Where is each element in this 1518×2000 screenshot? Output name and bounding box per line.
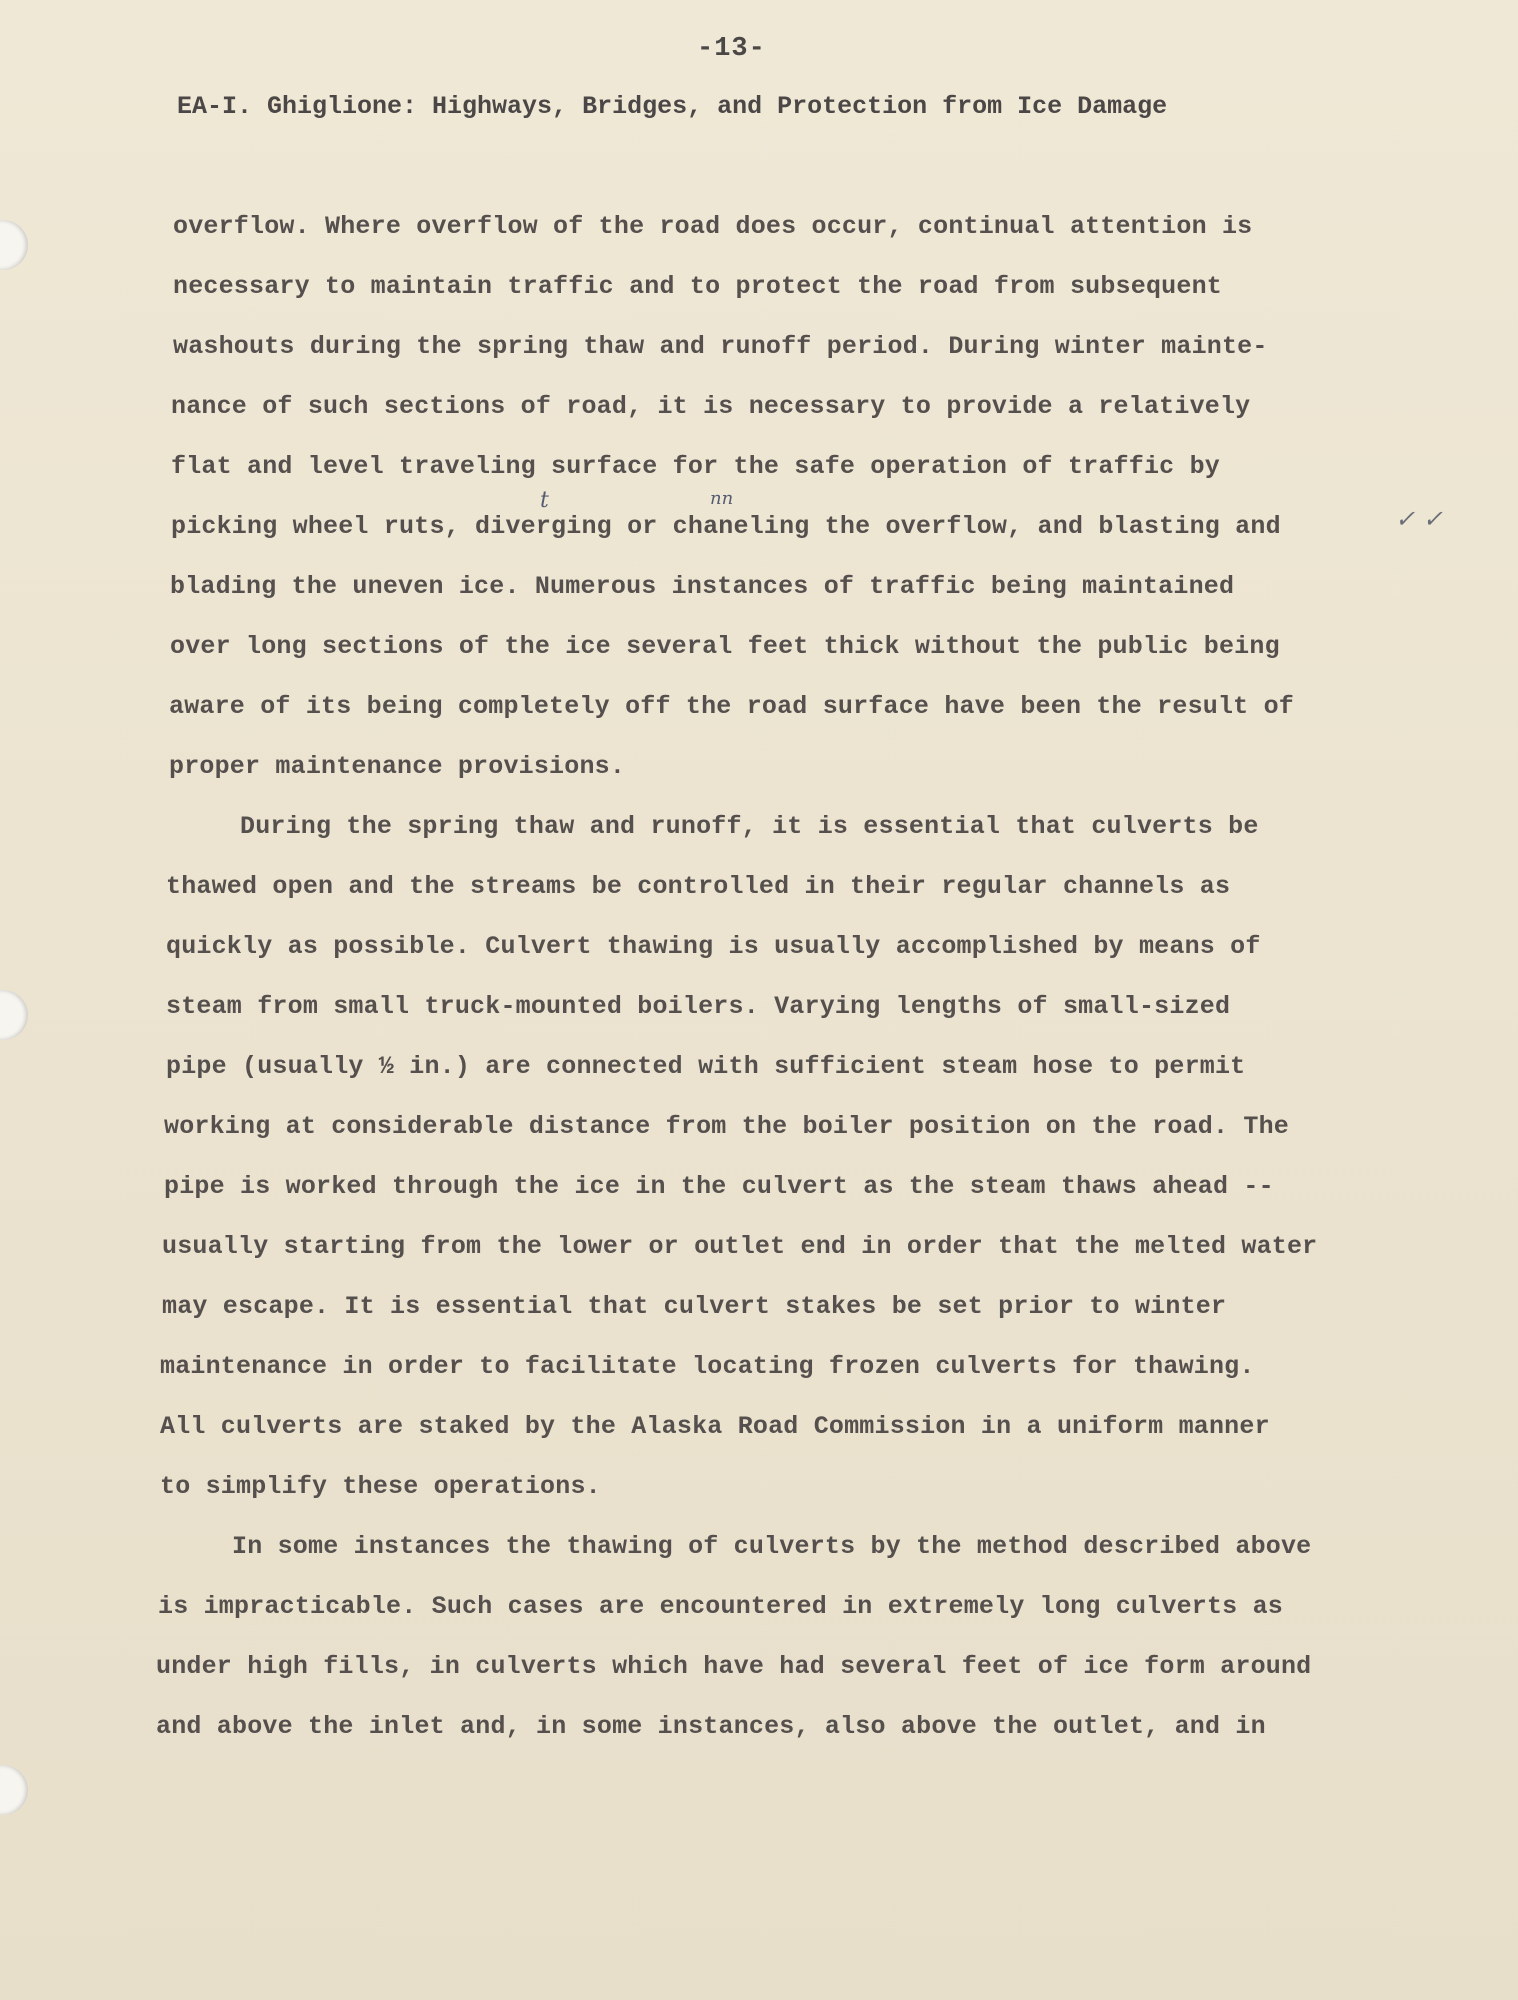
text-line: proper maintenance provisions. — [169, 752, 626, 781]
punch-hole-bottom — [0, 1765, 28, 1815]
text-line: In some instances the thawing of culverts by the method described above — [232, 1532, 1312, 1561]
text-line: pipe is worked through the ice in the culvert as the steam thaws ahead -- — [164, 1172, 1274, 1201]
text-line: washouts during the spring thaw and runoff period. During winter mainte- — [173, 332, 1268, 361]
punch-hole-top — [0, 220, 28, 270]
punch-hole-middle — [0, 990, 28, 1040]
document-header: EA-I. Ghiglione: Highways, Bridges, and Protection from Ice Damage — [177, 92, 1168, 121]
text-line: quickly as possible. Culvert thawing is usually accomplished by means of — [166, 932, 1261, 961]
text-line: maintenance in order to facilitate locating frozen culverts for thawing. — [160, 1352, 1255, 1381]
handwritten-insert-nn: nn — [710, 488, 734, 509]
page-number: -13- — [697, 34, 766, 64]
text-line: and above the inlet and, in some instances, also above the outlet, and in — [156, 1712, 1266, 1741]
text-line: usually starting from the lower or outlet end in order that the melted water — [162, 1232, 1318, 1261]
text-line: aware of its being completely off the road surface have been the result of — [169, 692, 1294, 721]
text-line: necessary to maintain traffic and to protect the road from subsequent — [173, 272, 1222, 301]
text-line: overflow. Where overflow of the road does occur, continual attention is — [173, 212, 1253, 241]
text-line: During the spring thaw and runoff, it is essential that culverts be — [240, 812, 1259, 841]
text-line: nance of such sections of road, it is necessary to provide a relatively — [171, 392, 1251, 421]
margin-check-mark: ✓ ✓ — [1395, 505, 1443, 533]
text-line: blading the uneven ice. Numerous instances of traffic being maintained — [170, 572, 1235, 601]
text-line: picking wheel ruts, diverging or chaneling the overflow, and blasting and — [171, 512, 1281, 541]
text-line: may escape. It is essential that culvert stakes be set prior to winter — [162, 1292, 1227, 1321]
text-line: steam from small truck-mounted boilers. Varying lengths of small-sized — [166, 992, 1231, 1021]
text-line: pipe (usually ½ in.) are connected with sufficient steam hose to permit — [166, 1052, 1246, 1081]
text-line: flat and level traveling surface for the safe operation of traffic by — [171, 452, 1220, 481]
text-line: to simplify these operations. — [160, 1472, 601, 1501]
text-line: All culverts are staked by the Alaska Road Commission in a uniform manner — [160, 1412, 1270, 1441]
text-line: thawed open and the streams be controlled in their regular channels as — [166, 872, 1231, 901]
text-line: working at considerable distance from the boiler position on the road. The — [164, 1112, 1289, 1141]
text-line: over long sections of the ice several feet thick without the public being — [170, 632, 1280, 661]
text-line: under high fills, in culverts which have had several feet of ice form around — [156, 1652, 1312, 1681]
text-line: is impracticable. Such cases are encountered in extremely long culverts as — [158, 1592, 1283, 1621]
handwritten-insert-t: t — [540, 488, 549, 513]
